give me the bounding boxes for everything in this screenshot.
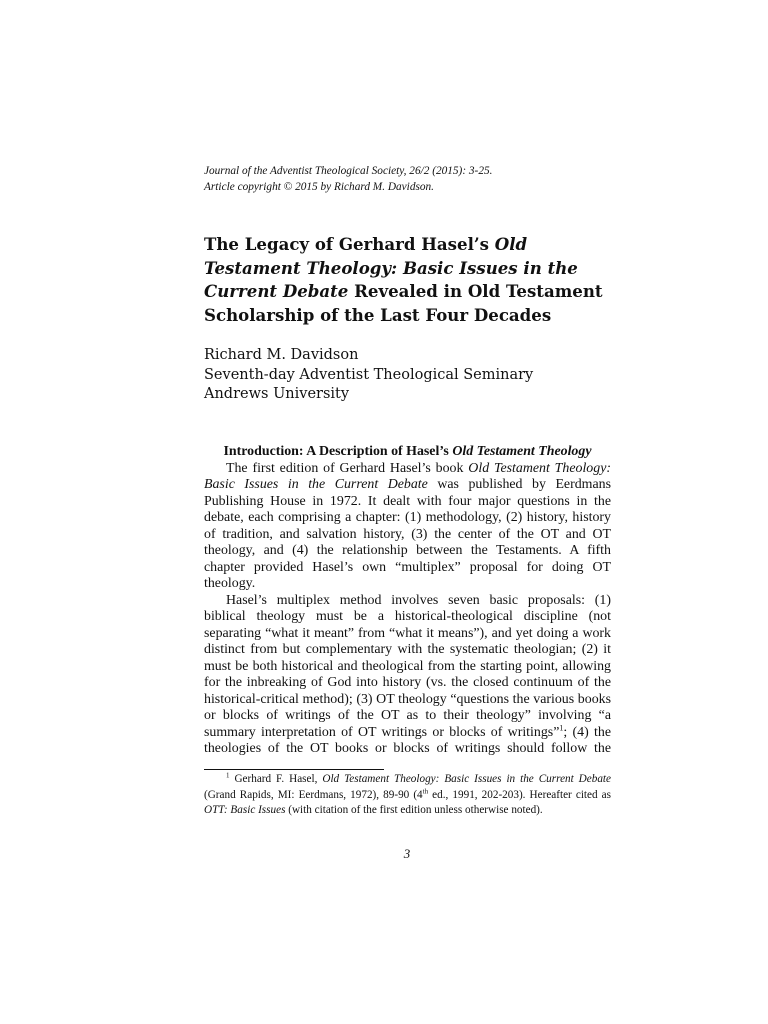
title-italic-text: Old [494, 234, 528, 254]
title-line-3 [204, 280, 624, 304]
paragraph-2-line: for the inbreaking of God into history (vs. the closed continuum of the [204, 675, 611, 690]
paragraph-2-line [204, 722, 611, 742]
paragraph-2-line: Hasel’s multiplex method involves seven basic proposals: (1) [226, 592, 611, 608]
paragraph-1-line: theology. [204, 576, 256, 591]
footnote-reference[interactable]: 1 [559, 722, 564, 732]
footnote-text: (Grand Rapids, MI: Eerdmans, 1972), 89-90 (4 [204, 788, 423, 801]
footnote-text: (with citation of the first edition unless otherwise noted). [285, 804, 543, 816]
paragraph-2-line: separating “what it meant” from “what it means”), and yet doing a work [204, 625, 611, 641]
footnote-line [204, 803, 611, 819]
book-title-text: Basic Issues in the Current Debate [204, 477, 428, 492]
article-body [204, 444, 611, 758]
body-text: The first edition of Gerhard Hasel’s book [226, 460, 469, 476]
heading-italic-text: Old Testament Theology [452, 444, 592, 459]
ordinal-suffix: th [422, 786, 429, 795]
body-text: ; (4) the [563, 724, 611, 740]
footnote-line [204, 788, 611, 804]
title-line-2 [204, 257, 624, 281]
page-number: 3 [403, 846, 411, 861]
copyright-notice: Article copyright © 2015 by Richard M. Davidson. [204, 181, 434, 193]
body-text: summary interpretation of OT writings or blocks of writings” [204, 724, 560, 740]
title-line-4: Scholarship of the Last Four Decades [204, 304, 552, 325]
paragraph-1-line: debate, each comprising a chapter: (1) methodology, (2) history, history [204, 510, 611, 525]
title-italic-text: Current Debate [204, 281, 349, 301]
footnote-text: ed., 1991, 202-203). Hereafter cited as [428, 788, 611, 801]
journal-citation: Journal of the Adventist Theological Society, 26/2 (2015): 3-25. [204, 165, 493, 177]
section-heading [204, 444, 611, 461]
body-text: was published by Eerdmans [427, 477, 611, 492]
author-name: Richard M. Davidson [204, 347, 359, 363]
title-line-1 [204, 233, 624, 257]
paragraph-1-line: theology, and (4) the relationship between the Testaments. A fifth [204, 543, 611, 558]
title-text: The Legacy of Gerhard Hasel’s [204, 234, 495, 254]
book-title-text: Old Testament Theology: Basic Issues in the Current Debate [322, 773, 611, 785]
author-affiliation: Seventh-day Adventist Theological Seminary [204, 366, 534, 383]
footnote-text: Gerhard F. Hasel, [229, 773, 323, 785]
footnote-divider [204, 769, 384, 770]
footnote-line [204, 772, 611, 788]
paragraph-2-line: distinct from but complementary with the systematic theologian; (2) it [204, 642, 611, 657]
paragraph-2-line: biblical theology must be a historical-theological discipline (not [204, 609, 611, 624]
book-title-text: Old Testament Theology: [468, 460, 611, 476]
paragraph-1-line: Publishing House in 1972. It dealt with four major questions in the [204, 493, 611, 509]
paragraph-1-line: of tradition, and salvation history, (3) the center of the OT and OT [204, 526, 611, 542]
footnote-marker: 1 [226, 771, 230, 780]
article-title [204, 233, 624, 327]
footnote [204, 772, 611, 819]
paragraph-2-line: theologies of the OT books or blocks of writings should follow the [204, 741, 611, 756]
paragraph-2-line: must be both historical and theological from the starting point, allowing [204, 658, 611, 674]
paragraph-2-line: or blocks of writings of the OT as to their theology” involving “a [204, 708, 611, 723]
title-text: Revealed in Old Testament [348, 281, 603, 301]
book-title-text: OTT: Basic Issues [204, 804, 286, 816]
paragraph-1-line [204, 477, 611, 494]
heading-text: Introduction: A Description of Hasel’s [223, 444, 453, 459]
title-italic-text: Testament Theology: Basic Issues in the [204, 257, 578, 278]
paragraph-1-line: chapter provided Hasel’s own “multiplex” proposal for doing OT [204, 559, 611, 575]
journal-header [204, 163, 492, 195]
author-institution: Andrews University [204, 386, 350, 402]
author-block [204, 346, 533, 405]
paragraph-2-line: historical-critical method); (3) OT theology “questions the various books [204, 691, 611, 707]
paragraph-1-line [204, 461, 611, 478]
